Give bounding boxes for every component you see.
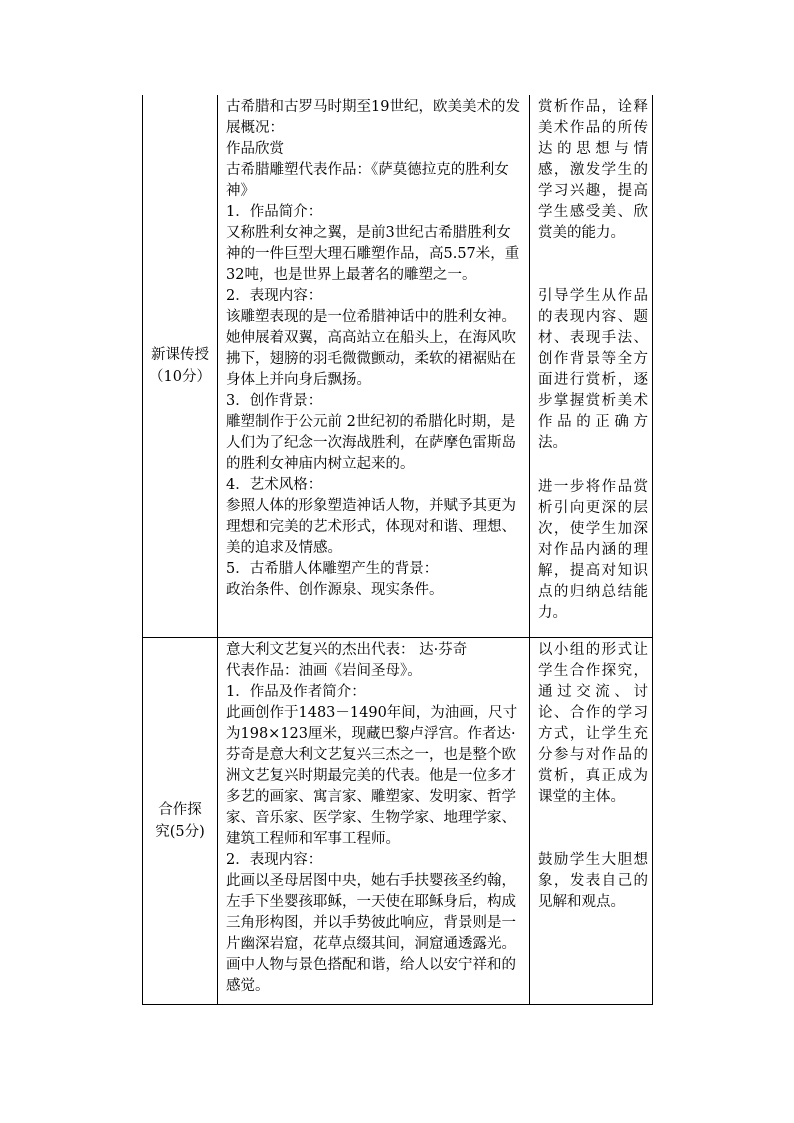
content-paragraph: 此画以圣母居图中央，她右手扶婴孩圣约翰，左手下坐婴孩耶稣，一天使在耶稣身后，构成三角形构图，并以手势彼此响应，背景则是一片幽深岩窟，花草点缀其间，洞窟通透露光。画中人物与景色搭配和谐，给人以安宁祥和的感觉。 (226, 873, 516, 994)
content-heading: 1．作品简介： (226, 204, 323, 220)
stage-cell (143, 638, 218, 1005)
content-paragraph: 古希腊雕塑代表作品：《萨莫德拉克的胜利女神》 (226, 162, 509, 199)
content-heading: 4．艺术风格： (226, 477, 323, 493)
intent-paragraph: 以小组的形式让学生合作探究，通过交流、讨论、合作的学习方式，让学生充分参与对作品的赏析，真正成为课堂的主体。 (538, 642, 648, 805)
content-heading: 2．表现内容： (226, 852, 323, 868)
content-heading: 2．表现内容： (226, 288, 323, 304)
content-cell (218, 95, 530, 638)
content-paragraph: 古希腊和古罗马时期至19世纪，欧美美术的发展概况： (226, 99, 520, 136)
intent-paragraph: 进一步将作品赏析引向更深的层次，使学生加深对作品内涵的理解，提高对知识点的归纳总结能力。 (538, 479, 648, 621)
stage-cell (143, 95, 218, 638)
content-paragraph: 雕塑制作于公元前 2世纪初的希腊化时期，是人们为了纪念一次海战胜利，在萨摩色雷斯岛的胜利女神庙内树立起来的。 (226, 414, 516, 472)
content-paragraph: 政治条件、创作源泉、现实条件。 (226, 582, 444, 598)
intent-paragraph: 赏析作品，诠释美术作品的所传达的思想与情感，激发学生的学习兴趣，提高学生感受美、欣赏美的能力。 (538, 99, 648, 241)
stage-title: 新课传授 (151, 347, 209, 363)
content-heading: 3．创作背景： (226, 393, 323, 409)
content-heading: 1．作品及作者简介： (226, 684, 366, 700)
content-paragraph: 代表作品：油画《岩间圣母》。 (226, 663, 422, 679)
content-paragraph: 参照人体的形象塑造神话人物，并赋予其更为理想和完美的艺术形式，体现对和谐、理想、美的追求及情感。 (226, 498, 516, 556)
content-cell (218, 638, 530, 1005)
intent-paragraph: 鼓励学生大胆想象，发表自己的见解和观点。 (538, 852, 648, 910)
content-paragraph: 该雕塑表现的是一位希腊神话中的胜利女神。她伸展着双翼，高高站立在船头上，在海风吹拂下，翅膀的羽毛微微颤动，柔软的裙裾贴在身体上并向身后飘扬。 (226, 309, 516, 388)
stage-time: （10分） (149, 369, 211, 385)
stage-title: 合作探 (158, 802, 202, 818)
intent-paragraph: 引导学生从作品的表现内容、题材、表现手法、创作背景等全方面进行赏析，逐步掌握赏析美术作品的正确方法。 (538, 288, 648, 451)
content-paragraph: 此画创作于1483－1490年间，为油画，尺寸为198×123厘米，现藏巴黎卢浮宫。作者达·芬奇是意大利文艺复兴三杰之一，也是整个欧洲文艺复兴时期最完美的代表。他是一位多才多艺的画家、寓言家、雕塑家、发明家、哲学家、音乐家、医学家、生物学家、地理学家、建筑工程师和军事工程师。 (226, 705, 518, 847)
stage-time: 究(5分) (155, 824, 205, 840)
content-heading: 5．古希腊人体雕塑产生的背景： (226, 561, 439, 577)
table-row (143, 638, 653, 1005)
content-heading: 作品欣赏 (226, 141, 284, 157)
content-paragraph: 又称胜利女神之翼，是前3世纪古希腊胜利女神的一件巨型大理石雕塑作品，高5.57米，重32吨，也是世界上最著名的雕塑之一。 (226, 225, 520, 283)
intent-cell (530, 95, 653, 638)
table-row (143, 95, 653, 638)
intent-cell (530, 638, 653, 1005)
lesson-plan-table (142, 95, 653, 1005)
content-paragraph: 意大利文艺复兴的杰出代表： 达·芬奇 (226, 642, 468, 658)
